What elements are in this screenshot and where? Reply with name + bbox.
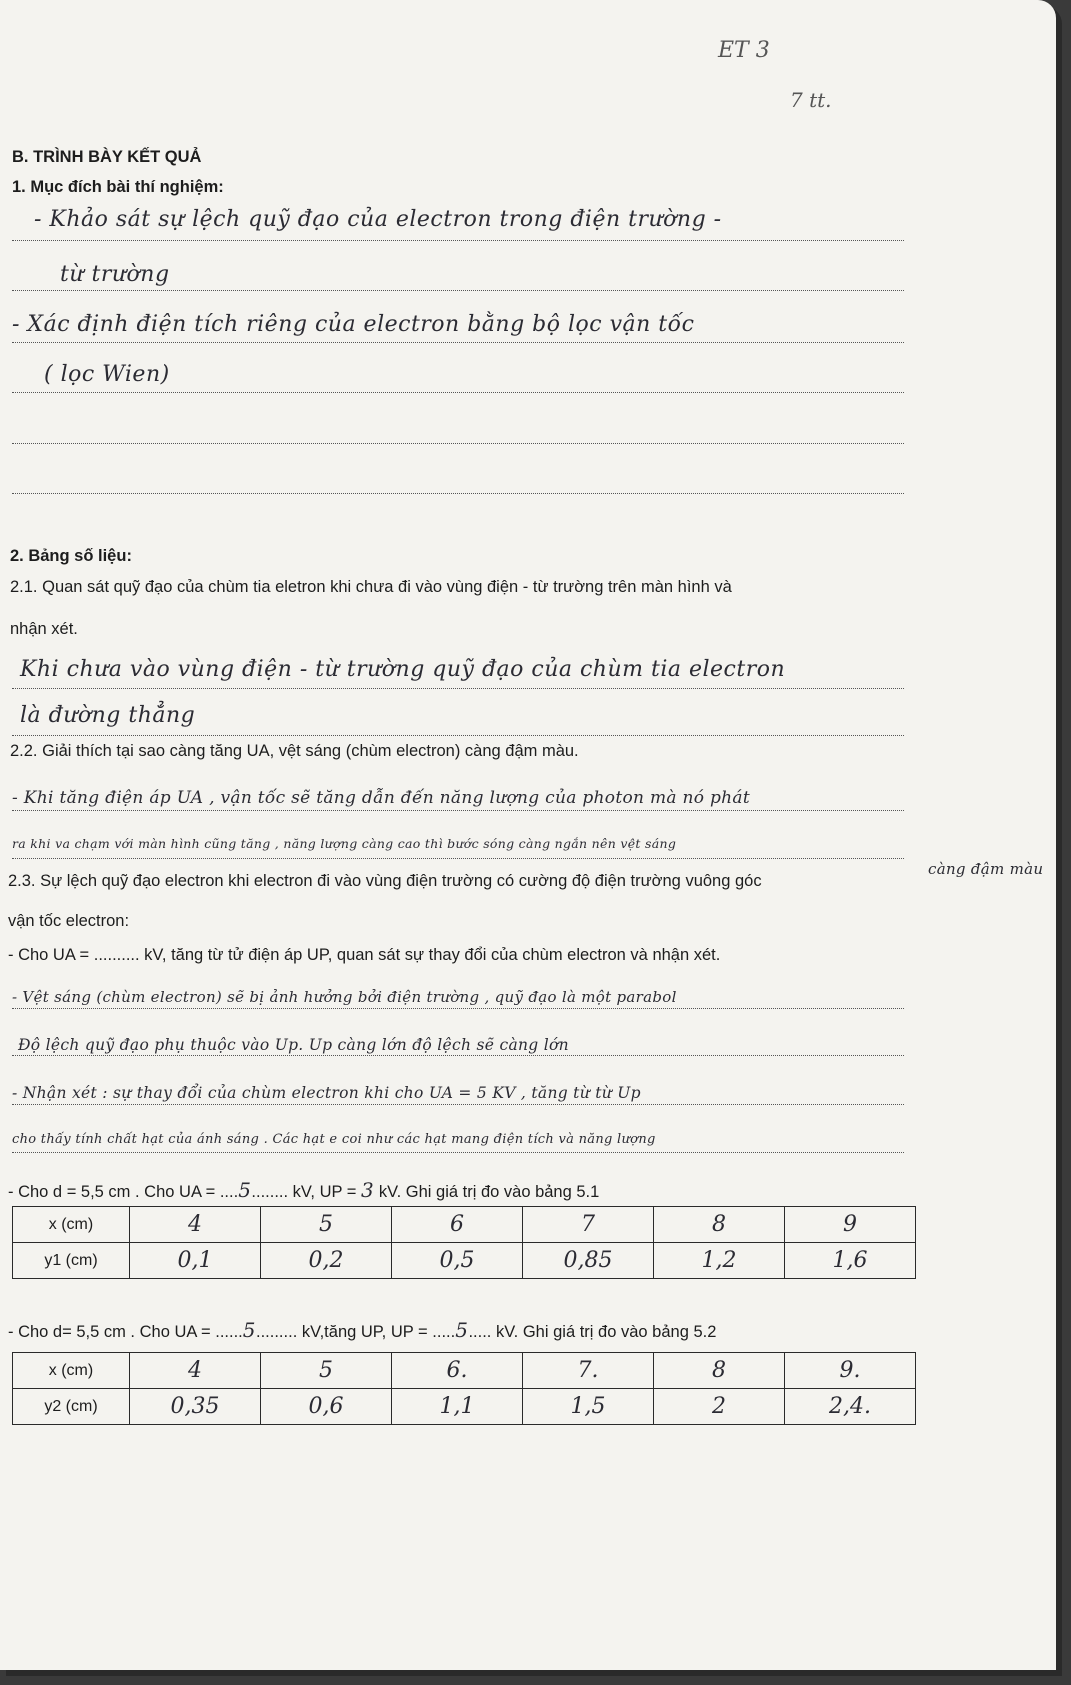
table2-caption-pre: - Cho d= 5,5 cm . Cho UA = ......	[8, 1323, 243, 1341]
table-5-2	[12, 1352, 916, 1425]
x-cell: 5	[261, 1353, 392, 1389]
answer-line	[12, 342, 904, 343]
q23-line2: vận tốc electron:	[8, 912, 130, 930]
q22-answer-2: ra khi va chạm với màn hình cũng tăng , năng lượng càng cao thì bước sóng càng ngắn nên vệt sáng	[12, 836, 677, 851]
q23-line3: - Cho UA = .......... kV, tăng từ tử điện áp UP, quan sát sự thay đổi của chùm electron và nhận xét.	[8, 946, 721, 964]
q21-answer-2: là đường thẳng	[20, 703, 196, 728]
x-cell: 6	[392, 1207, 523, 1243]
y-cell: 2	[654, 1389, 785, 1425]
x-cell: 7.	[523, 1353, 654, 1389]
row-label-y: y2 (cm)	[13, 1389, 130, 1425]
y-cell: 1,6	[785, 1243, 916, 1279]
answer-line	[12, 688, 904, 689]
purpose-answer-4: ( lọc Wien)	[44, 362, 170, 387]
x-cell: 6.	[392, 1353, 523, 1389]
section-title: B. TRÌNH BÀY KẾT QUẢ	[12, 148, 202, 166]
table1-caption-mid: ........ kV, UP =	[251, 1183, 362, 1201]
table2-caption	[8, 1318, 716, 1342]
corner-mark-line2: 7 tt.	[790, 88, 832, 112]
x-cell: 8	[654, 1353, 785, 1389]
y-cell: 0,2	[261, 1243, 392, 1279]
table2-caption-mid: ......... kV,tăng UP, UP = .....	[256, 1323, 456, 1341]
table2-caption-post: ..... kV. Ghi giá trị đo vào bảng 5.2	[468, 1323, 717, 1341]
answer-line	[12, 810, 904, 811]
answer-line	[12, 392, 904, 393]
table-row-y	[13, 1389, 916, 1425]
table2-up-value: 5	[455, 1318, 469, 1342]
q22-answer-1: - Khi tăng điện áp UA , vận tốc sẽ tăng dẫn đến năng lượng của photon mà nó phát	[12, 788, 750, 808]
q23-answer-4: cho thấy tính chất hạt của ánh sáng . Các hạt e coi như các hạt mang điện tích và năng lượng	[12, 1132, 656, 1147]
corner-mark-line1: ET 3	[718, 38, 770, 63]
x-cell: 4	[130, 1207, 261, 1243]
q22-line1: 2.2. Giải thích tại sao càng tăng UA, vệt sáng (chùm electron) càng đậm màu.	[10, 742, 579, 760]
y-cell: 0,35	[130, 1389, 261, 1425]
y-cell: 0,85	[523, 1243, 654, 1279]
table1-caption	[8, 1178, 599, 1202]
x-cell: 9.	[785, 1353, 916, 1389]
table-5-1	[12, 1206, 916, 1279]
q23-answer-1: - Vệt sáng (chùm electron) sẽ bị ảnh hưởng bởi điện trường , quỹ đạo là một parabol	[12, 988, 677, 1006]
y-cell: 1,2	[654, 1243, 785, 1279]
q21-line1: 2.1. Quan sát quỹ đạo của chùm tia eletron khi chưa đi vào vùng điện - từ trường trên màn hình và	[10, 578, 732, 596]
x-cell: 4	[130, 1353, 261, 1389]
q23-line1: 2.3. Sự lệch quỹ đạo electron khi electron đi vào vùng điện trường có cường độ điện trường vuông góc	[8, 872, 762, 890]
purpose-answer-1: - Khảo sát sự lệch quỹ đạo của electron trong điện trường -	[34, 207, 722, 232]
table2-ua-value: 5	[242, 1318, 257, 1342]
q21-line2: nhận xét.	[10, 620, 78, 638]
x-cell: 7	[523, 1207, 654, 1243]
data-table-title: 2. Bảng số liệu:	[10, 547, 132, 565]
answer-line	[12, 1008, 904, 1009]
q22-margin-note: càng đậm màu	[928, 860, 1044, 878]
y-cell: 0,5	[392, 1243, 523, 1279]
answer-line	[12, 240, 904, 241]
answer-line	[12, 493, 904, 494]
x-cell: 5	[261, 1207, 392, 1243]
row-label-y: y1 (cm)	[13, 1243, 130, 1279]
y-cell: 1,1	[392, 1389, 523, 1425]
y-cell: 2,4.	[785, 1389, 916, 1425]
table1-ua-value: 5	[238, 1178, 252, 1202]
answer-line	[12, 443, 904, 444]
answer-line	[12, 290, 904, 291]
table1-caption-post: kV. Ghi giá trị đo vào bảng 5.1	[374, 1183, 600, 1201]
x-cell: 9	[785, 1207, 916, 1243]
row-label-x: x (cm)	[13, 1353, 130, 1389]
answer-line	[12, 1152, 904, 1153]
purpose-answer-2: từ trường	[60, 262, 170, 287]
table-row-x	[13, 1353, 916, 1389]
purpose-title: 1. Mục đích bài thí nghiệm:	[12, 178, 224, 196]
q23-answer-3: - Nhận xét : sự thay đổi của chùm electron khi cho UA = 5 KV , tăng từ từ Up	[12, 1084, 641, 1102]
y-cell: 1,5	[523, 1389, 654, 1425]
answer-line	[12, 735, 904, 736]
y-cell: 0,1	[130, 1243, 261, 1279]
purpose-answer-3: - Xác định điện tích riêng của electron bằng bộ lọc vận tốc	[12, 312, 695, 337]
table1-up-value: 3	[361, 1178, 375, 1202]
q21-answer-1: Khi chưa vào vùng điện - từ trường quỹ đạo của chùm tia electron	[20, 657, 786, 682]
answer-line	[12, 858, 904, 859]
table1-caption-pre: - Cho d = 5,5 cm . Cho UA = ....	[8, 1183, 239, 1201]
answer-line	[12, 1104, 904, 1105]
q23-answer-2: Độ lệch quỹ đạo phụ thuộc vào Up. Up càng lớn độ lệch sẽ càng lớn	[18, 1036, 569, 1054]
y-cell: 0,6	[261, 1389, 392, 1425]
row-label-x: x (cm)	[13, 1207, 130, 1243]
x-cell: 8	[654, 1207, 785, 1243]
table-row-y	[13, 1243, 916, 1279]
answer-line	[12, 1055, 904, 1056]
table-row-x	[13, 1207, 916, 1243]
